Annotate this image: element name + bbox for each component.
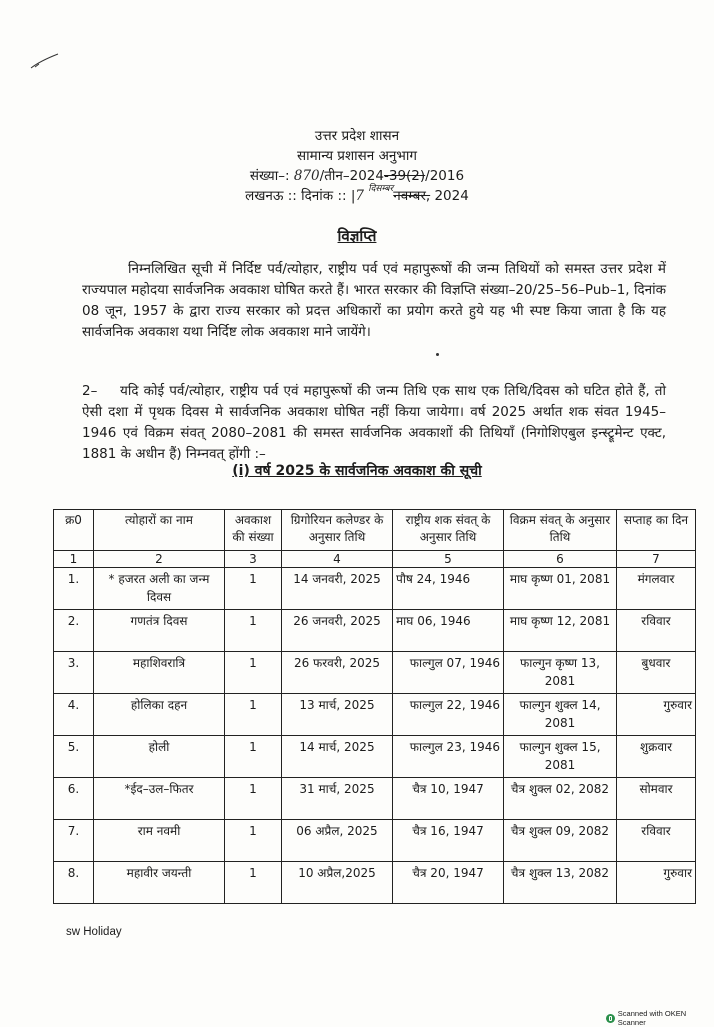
row-vikram: फाल्गुन शुक्ल 14, 2081 xyxy=(504,694,617,736)
ref-handwritten-number: 870 xyxy=(293,168,320,184)
row-shaka: माघ 06, 1946 xyxy=(393,610,504,652)
place-date-prefix: लखनऊ :: दिनांक :: | xyxy=(245,188,356,204)
row-gregorian: 26 फरवरी, 2025 xyxy=(282,652,393,694)
table-header-row xyxy=(54,510,696,551)
row-gregorian: 26 जनवरी, 2025 xyxy=(282,610,393,652)
row-gregorian: 10 अप्रैल,2025 xyxy=(282,862,393,904)
scanner-watermark xyxy=(606,1009,714,1027)
ref-prefix: संख्या–: xyxy=(249,168,290,184)
footer-note: sw Holiday xyxy=(66,926,122,938)
pen-mark-icon xyxy=(30,52,60,70)
row-shaka: पौष 24, 1946 xyxy=(393,568,504,610)
row-shaka: चैत्र 20, 1947 xyxy=(393,862,504,904)
row-serial: 2. xyxy=(54,610,94,652)
table-row xyxy=(54,652,696,694)
table-row xyxy=(54,820,696,862)
ref-struck-part: -39(2) xyxy=(383,168,426,184)
row-weekday: रविवार xyxy=(617,820,696,862)
table-row xyxy=(54,568,696,610)
header-holiday-count: अवकाश की संख्या xyxy=(225,510,282,551)
row-count: 1 xyxy=(225,778,282,820)
row-weekday: मंगलवार xyxy=(617,568,696,610)
row-festival: * हजरत अली का जन्म दिवस xyxy=(94,568,225,610)
row-festival: गणतंत्र दिवस xyxy=(94,610,225,652)
table-row xyxy=(54,862,696,904)
row-serial: 3. xyxy=(54,652,94,694)
government-name: उत्तर प्रदेश शासन xyxy=(314,128,400,144)
date-handwritten: 7 xyxy=(355,188,364,204)
header-shaka-date: राष्ट्रीय शक संवत् के अनुसार तिथि xyxy=(393,510,504,551)
row-count: 1 xyxy=(225,736,282,778)
row-count: 1 xyxy=(225,652,282,694)
row-festival: होली xyxy=(94,736,225,778)
row-serial: 6. xyxy=(54,778,94,820)
row-weekday: गुरुवार xyxy=(617,694,696,736)
header-gregorian-date: ग्रिगोरियन कलेण्डर के अनुसार तिथि xyxy=(282,510,393,551)
row-serial: 1. xyxy=(54,568,94,610)
table-row xyxy=(54,736,696,778)
row-weekday: सोमवार xyxy=(617,778,696,820)
row-festival: *ईद–उल–फितर xyxy=(94,778,225,820)
paragraph-2-text: यदि कोई पर्व/त्योहार, राष्ट्रीय पर्व एवं महापुरूषों की जन्म तिथि एक साथ एक तिथि/दिवस को घटित होते हैं, तो ऐसी दशा में पृथक दिवस मे सार्वजनिक अवकाश घोषित नहीं किया जायेगा। वर्ष 2025 अर्थात शक संवत 1945–1946 एवं विक्रम संवत् 2080–2081 की समस्त सार्वजनिक अवकाशों की तिथियाँ (निगोशिएबुल इन्स्ट्रूमेन्ट एक्ट, 1881 के अधीन हैं) निम्नवत् होंगी :– xyxy=(82,383,666,462)
row-weekday: रविवार xyxy=(617,610,696,652)
header-vikram-date: विक्रम संवत् के अनुसार तिथि xyxy=(504,510,617,551)
scanner-text: Scanned with OKEN Scanner xyxy=(617,1009,687,1027)
row-vikram: चैत्र शुक्ल 02, 2082 xyxy=(504,778,617,820)
row-vikram: फाल्गुन कृष्ण 13, 2081 xyxy=(504,652,617,694)
month-struck: नवम्बर, xyxy=(393,188,431,204)
holiday-table xyxy=(53,509,696,904)
row-gregorian: 06 अप्रैल, 2025 xyxy=(282,820,393,862)
row-serial: 7. xyxy=(54,820,94,862)
column-number: 4 xyxy=(282,551,393,568)
row-vikram: माघ कृष्ण 01, 2081 xyxy=(504,568,617,610)
paragraph-1: निम्नलिखित सूची में निर्दिष्ट पर्व/त्योहार, राष्ट्रीय पर्व एवं महापुरूषों की जन्म तिथियों को समस्त उत्तर प्रदेश में राज्यपाल महोदया सार्वजनिक अवकाश घोषित करते हैं। भारत सरकार की विज्ञप्ति संख्या–20/25–56–Pub–1, दिनांक 08 जून, 1957 के द्वारा राज्य सरकार को प्रदत्त अधिकारों का प्रयोग करते हुये यह भी स्पष्ट किया जाता है कि यह सार्वजनिक अवकाश यथा निर्दिष्ट लोक अवकाश माने जायेंगे। xyxy=(82,261,666,340)
row-count: 1 xyxy=(225,694,282,736)
row-shaka: फाल्गुल 22, 1946 xyxy=(393,694,504,736)
stray-dot xyxy=(436,353,439,356)
column-number: 3 xyxy=(225,551,282,568)
place-date xyxy=(0,186,714,208)
department-name: सामान्य प्रशासन अनुभाग xyxy=(297,148,417,164)
column-number: 1 xyxy=(54,551,94,568)
row-festival: महाशिवरात्रि xyxy=(94,652,225,694)
row-gregorian: 14 मार्च, 2025 xyxy=(282,736,393,778)
row-gregorian: 13 मार्च, 2025 xyxy=(282,694,393,736)
header-festival-name: त्योहारों का नाम xyxy=(94,510,225,551)
holiday-list-title: (i) वर्ष 2025 के सार्वजनिक अवकाश की सूची xyxy=(232,463,482,479)
row-count: 1 xyxy=(225,568,282,610)
table-row xyxy=(54,778,696,820)
document-header xyxy=(0,126,714,208)
row-gregorian: 31 मार्च, 2025 xyxy=(282,778,393,820)
column-number: 2 xyxy=(94,551,225,568)
row-weekday: बुधवार xyxy=(617,652,696,694)
header-serial: क्र0 xyxy=(54,510,94,551)
ref-middle: /तीन–2024 xyxy=(319,168,384,184)
row-vikram: फाल्गुन शुक्ल 15, 2081 xyxy=(504,736,617,778)
notice-title: विज्ञप्ति xyxy=(337,227,377,245)
row-shaka: फाल्गुल 07, 1946 xyxy=(393,652,504,694)
row-count: 1 xyxy=(225,610,282,652)
row-gregorian: 14 जनवरी, 2025 xyxy=(282,568,393,610)
table-row xyxy=(54,610,696,652)
row-weekday: गुरुवार xyxy=(617,862,696,904)
paragraph-2-number: 2– xyxy=(82,383,98,399)
row-shaka: चैत्र 16, 1947 xyxy=(393,820,504,862)
table-row xyxy=(54,694,696,736)
row-festival: महावीर जयन्ती xyxy=(94,862,225,904)
ref-suffix: /2016 xyxy=(425,168,465,184)
column-number: 5 xyxy=(393,551,504,568)
header-weekday: सप्ताह का दिन xyxy=(617,510,696,551)
row-vikram: चैत्र शुक्ल 09, 2082 xyxy=(504,820,617,862)
row-serial: 8. xyxy=(54,862,94,904)
row-serial: 4. xyxy=(54,694,94,736)
row-weekday: शुक्रवार xyxy=(617,736,696,778)
row-vikram: माघ कृष्ण 12, 2081 xyxy=(504,610,617,652)
month-handwritten: दिसम्बर xyxy=(368,184,394,194)
column-number: 6 xyxy=(504,551,617,568)
row-count: 1 xyxy=(225,862,282,904)
column-number-row xyxy=(54,551,696,568)
row-festival: राम नवमी xyxy=(94,820,225,862)
scanner-logo-icon xyxy=(606,1014,615,1023)
reference-number xyxy=(0,166,714,186)
paragraph-2 xyxy=(82,381,666,465)
row-shaka: चैत्र 10, 1947 xyxy=(393,778,504,820)
row-festival: होलिका दहन xyxy=(94,694,225,736)
row-shaka: फाल्गुल 23, 1946 xyxy=(393,736,504,778)
row-vikram: चैत्र शुक्ल 13, 2082 xyxy=(504,862,617,904)
row-count: 1 xyxy=(225,820,282,862)
row-serial: 5. xyxy=(54,736,94,778)
header-year: 2024 xyxy=(434,188,469,204)
column-number: 7 xyxy=(617,551,696,568)
